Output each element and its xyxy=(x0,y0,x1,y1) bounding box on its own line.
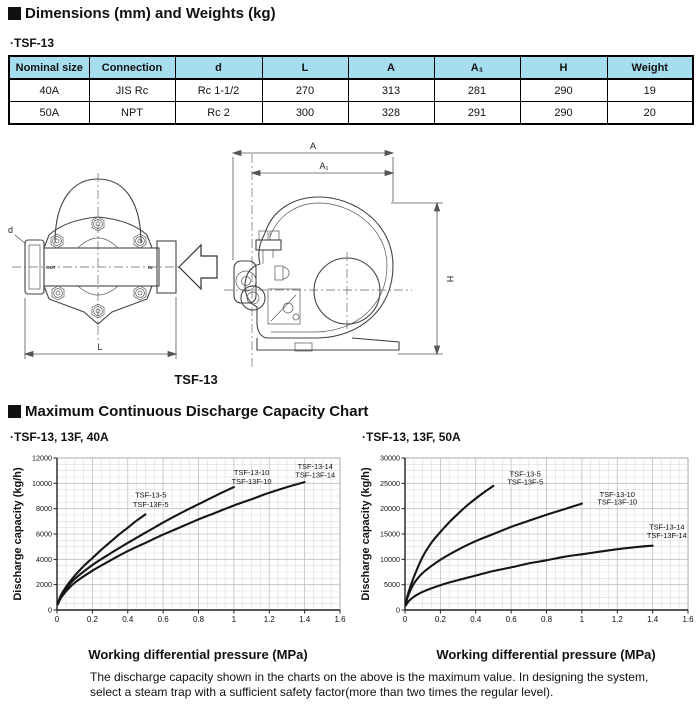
x-tick-label: 1 xyxy=(579,615,585,624)
front-view-drawing xyxy=(8,173,217,359)
x-tick-label: 0.2 xyxy=(86,615,98,624)
x-tick-label: 1.4 xyxy=(299,615,311,624)
footer-line-1: The discharge capacity shown in the charts on the above is the maximum value. In designing the system, xyxy=(90,670,649,684)
inlet-label: IN xyxy=(148,265,153,270)
dimensions-table-subtitle: ·TSF-13 xyxy=(10,36,55,50)
x-tick-label: 0.4 xyxy=(122,615,134,624)
table-cell: 50A xyxy=(9,102,89,125)
svg-text:TSF-13-10: TSF-13-10 xyxy=(233,468,270,478)
table-row xyxy=(9,79,693,102)
capacity-chart-50A xyxy=(358,446,694,662)
x-tick-label: 0.6 xyxy=(505,615,517,624)
dim-label-L: L xyxy=(97,342,103,352)
table-header-cell: H xyxy=(520,56,607,79)
svg-text:TSF-13F-14: TSF-13F-14 xyxy=(295,470,336,480)
capacity-chart-40A xyxy=(10,446,346,662)
table-cell: 19 xyxy=(607,79,693,102)
table-cell: 328 xyxy=(348,102,434,125)
outlet-label: OUT xyxy=(46,265,56,270)
table-cell: JIS Rc xyxy=(89,79,175,102)
y-tick-label: 25000 xyxy=(380,478,400,488)
capacity-section-heading xyxy=(8,403,368,420)
table-header-cell: Nominal size xyxy=(9,56,89,79)
x-tick-label: 1.2 xyxy=(611,615,623,624)
chart2-subtitle: ·TSF-13, 13F, 50A xyxy=(362,430,461,444)
x-tick-label: 0.8 xyxy=(540,615,553,624)
y-tick-label: 4000 xyxy=(36,554,52,564)
table-cell: 313 xyxy=(348,79,434,102)
curve-label-TSF-13-14 xyxy=(295,462,335,480)
y-tick-label: 15000 xyxy=(380,529,400,539)
curve-label-TSF-13-10 xyxy=(232,468,272,486)
x-tick-label: 1.4 xyxy=(647,615,659,624)
section-bullet-icon xyxy=(8,7,21,20)
svg-text:TSF-13F-5: TSF-13F-5 xyxy=(507,477,544,487)
svg-text:TSF-13F-5: TSF-13F-5 xyxy=(132,499,169,509)
svg-text:TSF-13-10: TSF-13-10 xyxy=(599,490,635,500)
valve-mechanism xyxy=(234,231,312,351)
x-tick-label: 0.8 xyxy=(192,615,205,624)
x-tick-label: 0 xyxy=(54,615,60,624)
footer-note xyxy=(90,670,648,700)
curve-label-TSF-13-10 xyxy=(597,490,637,507)
table-cell: 290 xyxy=(520,79,607,102)
y-tick-label: 30000 xyxy=(380,453,400,463)
dim-label-H: H xyxy=(445,275,455,283)
table-cell: 290 xyxy=(520,102,607,125)
y-tick-label: 0 xyxy=(48,605,52,615)
table-header-cell: A xyxy=(348,56,434,79)
svg-text:TSF-13F-10: TSF-13F-10 xyxy=(231,476,272,486)
x-tick-label: 0.6 xyxy=(157,615,169,624)
chart1-x-axis-title: Working differential pressure (MPa) xyxy=(88,647,308,662)
y-tick-label: 5000 xyxy=(384,580,400,590)
curve-label-TSF-13-5 xyxy=(133,490,169,509)
svg-text:TSF-13-5: TSF-13-5 xyxy=(509,469,541,479)
curve-label-TSF-13-5 xyxy=(507,470,543,487)
chart2-x-axis-title: Working differential pressure (MPa) xyxy=(436,647,656,662)
table-cell: 20 xyxy=(607,102,693,125)
technical-drawings xyxy=(0,140,700,398)
x-tick-label: 1.6 xyxy=(682,615,694,624)
svg-text:TSF-13F-14: TSF-13F-14 xyxy=(646,531,687,541)
curve-label-TSF-13-14 xyxy=(647,522,687,540)
flow-direction-arrow-icon xyxy=(179,245,217,289)
y-tick-label: 10000 xyxy=(32,478,52,488)
table-header-cell: Connection xyxy=(89,56,175,79)
bolts xyxy=(51,217,146,318)
y-axis-title: Discharge capacity (kg/h) xyxy=(12,467,24,601)
y-tick-label: 10000 xyxy=(380,554,400,564)
dim-label-A1: A₁ xyxy=(319,161,329,171)
table-header-cell: d xyxy=(175,56,262,79)
y-axis-title: Discharge capacity (kg/h) xyxy=(360,467,372,601)
y-tick-label: 6000 xyxy=(36,529,52,539)
x-tick-label: 1 xyxy=(231,615,237,624)
svg-text:TSF-13-14: TSF-13-14 xyxy=(297,461,333,471)
table-cell: 40A xyxy=(9,79,89,102)
x-tick-label: 1.6 xyxy=(334,615,346,624)
y-tick-label: 2000 xyxy=(36,580,52,590)
dimensions-section-title: Dimensions (mm) and Weights (kg) xyxy=(25,5,276,22)
footer-line-2: select a steam trap with a sufficient safety factor(more than two times the regular level). xyxy=(90,685,554,699)
chart1-subtitle: ·TSF-13, 13F, 40A xyxy=(10,430,109,444)
capacity-section-title: Maximum Continuous Discharge Capacity Chart xyxy=(25,403,369,420)
svg-text:TSF-13-5: TSF-13-5 xyxy=(135,490,167,500)
x-tick-label: 1.2 xyxy=(263,615,275,624)
y-tick-label: 0 xyxy=(396,605,400,615)
table-cell: Rc 1-1/2 xyxy=(175,79,262,102)
dim-label-d: d xyxy=(8,225,14,235)
drawing-caption: TSF-13 xyxy=(174,372,218,387)
table-cell: 281 xyxy=(434,79,520,102)
table-cell: NPT xyxy=(89,102,175,125)
y-tick-label: 20000 xyxy=(380,504,400,514)
x-tick-label: 0.4 xyxy=(470,615,482,624)
table-header-cell: L xyxy=(262,56,348,79)
side-view-drawing xyxy=(224,141,455,370)
y-tick-label: 8000 xyxy=(36,504,52,514)
dimension-A-A1-H xyxy=(233,141,455,354)
dim-label-A: A xyxy=(309,141,317,151)
svg-text:TSF-13F-10: TSF-13F-10 xyxy=(597,497,638,507)
table-cell: 270 xyxy=(262,79,348,102)
dimensions-section-heading xyxy=(8,5,276,22)
section-bullet-icon xyxy=(8,405,21,418)
table-cell: Rc 2 xyxy=(175,102,262,125)
table-cell: 291 xyxy=(434,102,520,125)
x-tick-label: 0 xyxy=(402,615,408,624)
svg-text:TSF-13-14: TSF-13-14 xyxy=(649,522,685,532)
table-cell: 300 xyxy=(262,102,348,125)
table-header-cell: Weight xyxy=(607,56,693,79)
table-row xyxy=(9,102,693,125)
table-header-cell: A₁ xyxy=(434,56,520,79)
x-tick-label: 0.2 xyxy=(434,615,446,624)
y-tick-label: 12000 xyxy=(32,453,52,463)
dimensions-table xyxy=(8,55,694,125)
